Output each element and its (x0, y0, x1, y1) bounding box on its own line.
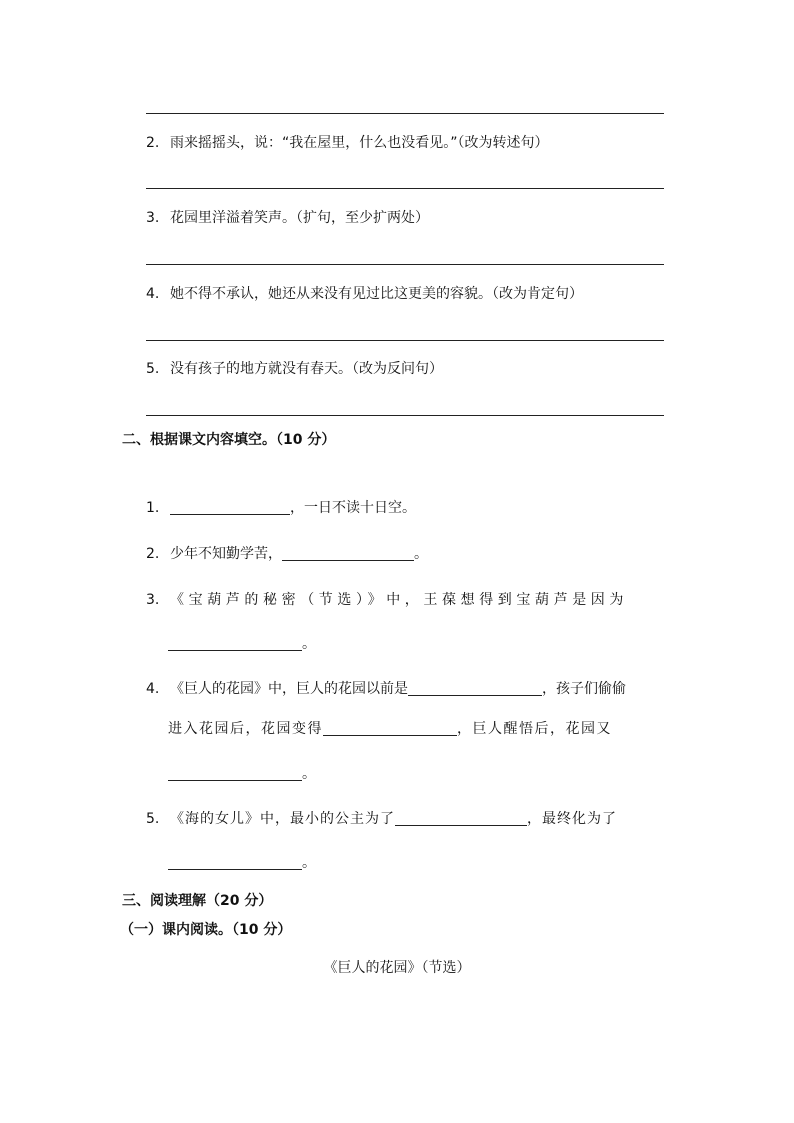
fill-question-4 (146, 679, 626, 699)
answer-line (146, 188, 664, 189)
fill-blank[interactable] (168, 855, 302, 870)
fill-question-2 (146, 544, 428, 564)
question-text: 花园里洋溢着笑声。（扩句，至少扩两处） (170, 210, 429, 226)
fill-question-3-line2 (168, 634, 316, 654)
answer-line (146, 264, 664, 265)
section-heading-3: 三、阅读理解（20 分） (122, 893, 273, 909)
fill-blank[interactable] (408, 681, 542, 696)
question-number: 5. (146, 361, 160, 377)
question-text: 雨来摇摇头，说：“我在屋里，什么也没看见。”（改为转述句） (170, 135, 549, 151)
answer-line (146, 415, 664, 416)
answer-line (146, 113, 664, 114)
question-text: 《海的女儿》中，最小的公主为了 (170, 811, 395, 827)
subsection-heading: （一）课内阅读。（10 分） (120, 922, 292, 938)
question-text: 进入花园后，花园变得 (168, 721, 323, 737)
question-number: 2. (146, 135, 160, 151)
question-number: 3. (146, 592, 160, 608)
question-number: 3. (146, 210, 160, 226)
fill-question-5 (146, 809, 617, 829)
question-text: 。 (302, 636, 316, 652)
passage-title: 《巨人的花园》（节选） (323, 960, 471, 976)
fill-blank[interactable] (282, 546, 414, 561)
question-text: 。 (302, 766, 316, 782)
fill-blank[interactable] (170, 500, 290, 515)
fill-question-1 (146, 498, 416, 518)
question-text: 少年不知勤学苦， (170, 546, 282, 562)
question-text: 《巨人的花园》中，巨人的花园以前是 (170, 681, 408, 697)
fill-question-5-line2 (168, 853, 316, 873)
fill-question-3 (146, 590, 628, 610)
question-text: 。 (414, 546, 428, 562)
question-number: 4. (146, 286, 160, 302)
fill-blank[interactable] (395, 811, 527, 826)
question-text: ，孩子们偷偷 (542, 681, 626, 697)
fill-blank[interactable] (323, 721, 457, 736)
question-3 (146, 208, 429, 228)
question-2 (146, 133, 549, 153)
answer-line (146, 340, 664, 341)
question-text: 没有孩子的地方就没有春天。（改为反问句） (170, 361, 443, 377)
question-text: 。 (302, 855, 316, 871)
question-number: 1. (146, 500, 160, 516)
question-4 (146, 284, 583, 304)
question-number: 5. (146, 811, 160, 827)
question-text: ，最终化为了 (527, 811, 617, 827)
question-number: 2. (146, 546, 160, 562)
question-5 (146, 359, 443, 379)
fill-question-4-line2 (168, 719, 612, 739)
question-text: 《宝葫芦的秘密（节选）》中，王葆想得到宝葫芦是因为 (170, 592, 628, 608)
question-text: ，巨人醒悟后，花园又 (457, 721, 612, 737)
question-number: 4. (146, 681, 160, 697)
section-heading-2: 二、根据课文内容填空。（10 分） (122, 432, 336, 448)
question-text: ，一日不读十日空。 (290, 500, 416, 516)
fill-question-4-line3 (168, 764, 316, 784)
fill-blank[interactable] (168, 636, 302, 651)
fill-blank[interactable] (168, 766, 302, 781)
question-text: 她不得不承认，她还从来没有见过比这更美的容貌。（改为肯定句） (170, 286, 583, 302)
